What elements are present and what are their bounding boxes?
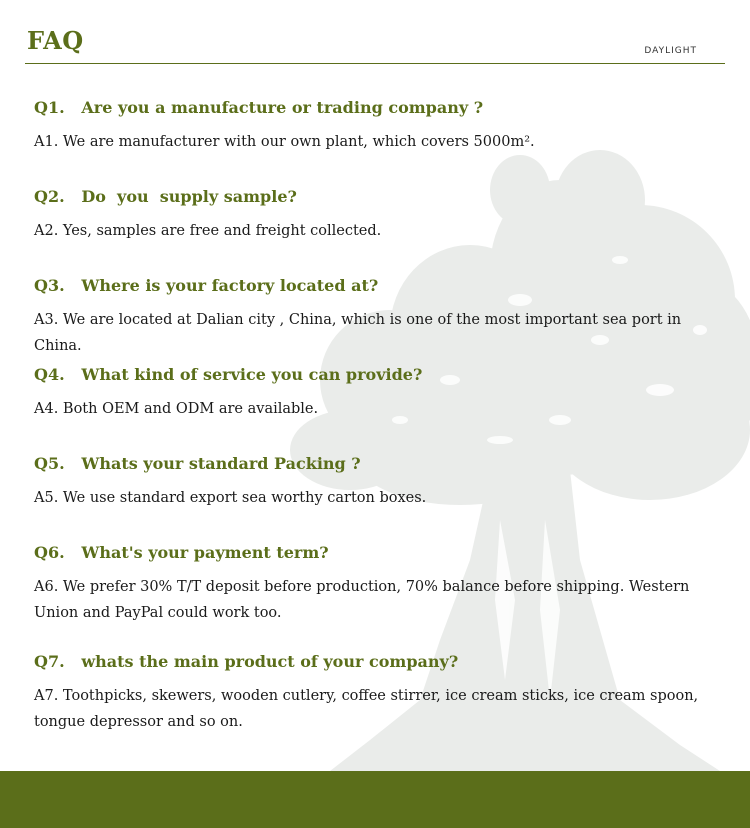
brand-name: DAYLIGHT bbox=[644, 46, 697, 56]
question-1: Q1. Are you a manufacture or trading company ? bbox=[34, 98, 484, 117]
faq-item-4 bbox=[34, 364, 714, 422]
faq-item-1 bbox=[34, 97, 714, 155]
question-6: Q6. What's your payment term? bbox=[34, 543, 329, 562]
answer-5: A5. We use standard export sea worthy carton boxes. bbox=[34, 490, 427, 506]
answer-6: A6. We prefer 30% T/T deposit before production, 70% balance before shipping. Western Union and PayPal could work too. bbox=[34, 579, 690, 621]
faq-item-3 bbox=[34, 275, 714, 359]
faq-item-5 bbox=[34, 453, 714, 511]
faq-item-7 bbox=[34, 651, 714, 735]
question-4: Q4. What kind of service you can provide? bbox=[34, 365, 423, 384]
answer-2: A2. Yes, samples are free and freight collected. bbox=[34, 223, 382, 239]
answer-4: A4. Both OEM and ODM are available. bbox=[34, 401, 319, 417]
question-7: Q7. whats the main product of your company? bbox=[34, 652, 459, 671]
answer-7: A7. Toothpicks, skewers, wooden cutlery, coffee stirrer, ice cream sticks, ice cream spoon, tongue depressor and so on. bbox=[34, 688, 699, 730]
answer-3: A3. We are located at Dalian city , China, which is one of the most important sea port in China. bbox=[34, 312, 682, 354]
faq-item-2 bbox=[34, 186, 714, 244]
page-header bbox=[25, 0, 725, 64]
faq-item-6 bbox=[34, 542, 714, 626]
answer-1: A1. We are manufacturer with our own plant, which covers 5000m². bbox=[34, 134, 535, 150]
question-5: Q5. Whats your standard Packing ? bbox=[34, 454, 361, 473]
question-3: Q3. Where is your factory located at? bbox=[34, 276, 379, 295]
question-2: Q2. Do you supply sample? bbox=[34, 187, 297, 206]
footer-bar bbox=[0, 771, 750, 828]
page-title: FAQ bbox=[27, 26, 84, 55]
